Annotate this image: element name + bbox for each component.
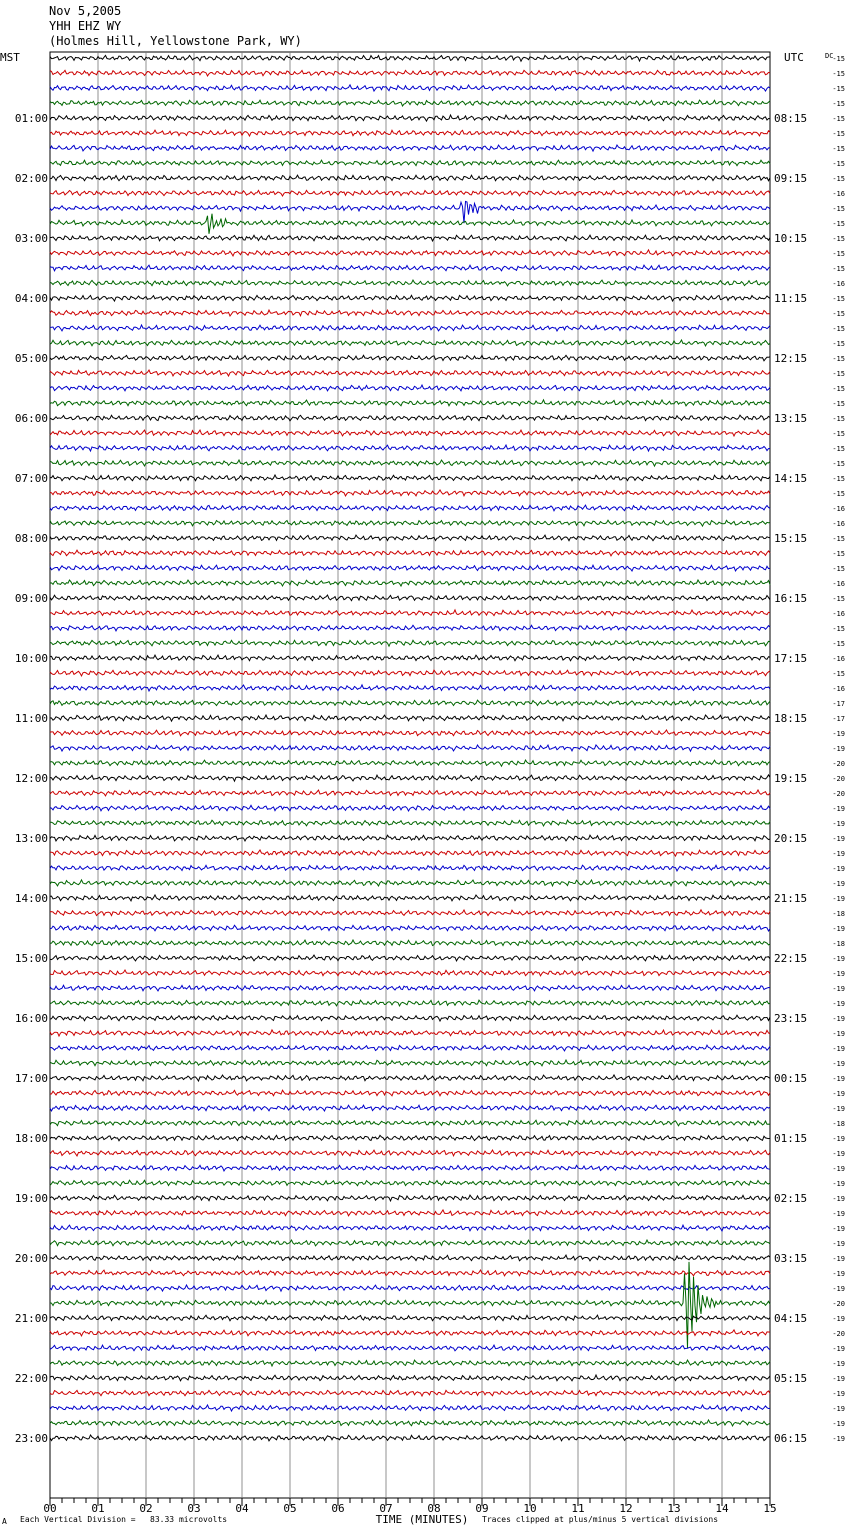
seismogram-trace	[50, 460, 770, 466]
seismogram-trace	[50, 475, 770, 481]
dc-offset-label: -15	[832, 100, 845, 108]
seismogram-traces	[50, 55, 770, 1441]
dc-offset-label: -19	[832, 1240, 845, 1248]
seismogram-trace	[50, 940, 770, 946]
dc-offset-label: -19	[832, 805, 845, 813]
x-tick-label: 15	[763, 1502, 777, 1515]
seismogram-trace	[50, 85, 770, 91]
mst-hour-label: 07:00	[14, 472, 48, 485]
seismogram-trace	[50, 1270, 770, 1276]
seismogram-trace	[50, 835, 770, 841]
mst-hour-label: 16:00	[14, 1012, 48, 1025]
dc-offset-label: -19	[832, 1360, 845, 1368]
utc-hour-label: 23:15	[774, 1012, 808, 1025]
dc-offset-label: -19	[832, 1030, 845, 1038]
seismogram-trace	[50, 595, 770, 601]
dc-offset-label: -19	[832, 745, 845, 753]
seismogram-trace	[50, 895, 770, 901]
utc-hour-label: 17:15	[774, 652, 808, 665]
mst-hour-label: 19:00	[14, 1192, 48, 1205]
seismogram-trace	[50, 865, 770, 871]
dc-label: DC	[825, 52, 834, 60]
seismogram-trace	[50, 55, 770, 61]
dc-offset-label: -15	[832, 595, 845, 603]
dc-offset-label: -19	[832, 1195, 845, 1203]
dc-offset-label: -19	[832, 820, 845, 828]
dc-offset-label: -17	[832, 700, 845, 708]
utc-hour-label: 11:15	[774, 292, 808, 305]
dc-offset-label: -19	[832, 1435, 845, 1443]
dc-offset-label: -15	[832, 625, 845, 633]
x-tick-label: 09	[475, 1502, 489, 1515]
mst-hour-label: 22:00	[14, 1372, 48, 1385]
seismogram-trace	[50, 1015, 770, 1021]
dc-offset-label: -20	[832, 790, 845, 798]
utc-hour-label: 14:15	[774, 472, 808, 485]
x-tick-label: 08	[427, 1502, 441, 1515]
mst-hour-label: 11:00	[14, 712, 48, 725]
seismogram-trace	[50, 1225, 770, 1231]
seismogram-trace	[50, 1135, 770, 1140]
dc-offset-label: -16	[832, 520, 845, 528]
dc-offset-label: -20	[832, 760, 845, 768]
dc-offset-label: -19	[832, 1090, 845, 1098]
seismogram-trace	[50, 625, 770, 631]
utc-hour-label: 05:15	[774, 1372, 808, 1385]
dc-offset-label: -19	[832, 1105, 845, 1113]
seismogram-trace	[50, 1210, 770, 1216]
dc-offset-label: -16	[832, 685, 845, 693]
utc-hour-label: 20:15	[774, 832, 808, 845]
dc-offset-label: -15	[832, 115, 845, 123]
dc-offset-label: -20	[832, 1330, 845, 1338]
dc-offset-label: -15	[832, 565, 845, 573]
seismogram-trace	[50, 985, 770, 991]
mst-hour-label: 01:00	[14, 112, 48, 125]
seismogram-trace	[50, 1180, 770, 1186]
seismogram-trace	[50, 1075, 770, 1081]
seismogram-trace	[50, 760, 770, 766]
mst-hour-label: 14:00	[14, 892, 48, 905]
dc-offset-label: -19	[832, 850, 845, 858]
seismogram-trace	[50, 685, 770, 691]
x-tick-label: 07	[379, 1502, 393, 1515]
utc-hour-label: 15:15	[774, 532, 808, 545]
dc-offset-label: -19	[832, 1390, 845, 1398]
scale-note: Each Vertical Division = 83.33 microvolts	[20, 1515, 228, 1524]
dc-offset-label: -19	[832, 1015, 845, 1023]
dc-offset-label: -15	[832, 55, 845, 63]
dc-offset-label: -15	[832, 160, 845, 168]
seismogram-trace	[50, 295, 770, 301]
dc-offset-label: -16	[832, 655, 845, 663]
dc-offset-label: -15	[832, 550, 845, 558]
x-tick-label: 12	[619, 1502, 633, 1515]
footer-mark: A	[2, 1517, 7, 1526]
dc-offset-label: -19	[832, 1225, 845, 1233]
seismogram-trace	[50, 790, 770, 796]
seismogram-trace	[50, 910, 770, 916]
mst-hour-label: 03:00	[14, 232, 48, 245]
mst-hour-label: 10:00	[14, 652, 48, 665]
seismogram-trace	[50, 430, 770, 436]
dc-offset-label: -19	[832, 1075, 845, 1083]
x-tick-label: 10	[523, 1502, 537, 1515]
seismogram-trace	[50, 1435, 770, 1441]
dc-offset-label: -19	[832, 955, 845, 963]
utc-hour-label: 08:15	[774, 112, 808, 125]
utc-hour-label: 06:15	[774, 1432, 808, 1445]
seismogram-trace	[50, 1390, 770, 1396]
dc-offset-label: -15	[832, 445, 845, 453]
dc-offset-label: -15	[832, 70, 845, 78]
x-tick-label: 13	[667, 1502, 681, 1515]
seismogram-trace	[50, 970, 770, 976]
x-tick-label: 03	[187, 1502, 201, 1515]
seismogram-trace	[50, 1150, 770, 1156]
utc-hour-label: 01:15	[774, 1132, 808, 1145]
dc-offset-label: -15	[832, 205, 845, 213]
seismogram-trace	[50, 655, 770, 661]
x-tick-label: 14	[715, 1502, 729, 1515]
header-location: (Holmes Hill, Yellowstone Park, WY)	[49, 34, 302, 48]
mst-hour-label: 20:00	[14, 1252, 48, 1265]
dc-offset-label: -16	[832, 280, 845, 288]
seismogram-trace	[50, 385, 770, 391]
mst-hour-label: 12:00	[14, 772, 48, 785]
seismogram-trace	[50, 201, 770, 223]
seismogram-trace	[50, 310, 770, 316]
dc-offset-label: -19	[832, 865, 845, 873]
utc-hour-label: 18:15	[774, 712, 808, 725]
dc-offset-label: -19	[832, 835, 845, 843]
seismogram-trace	[50, 340, 770, 346]
seismogram-trace	[50, 490, 770, 496]
dc-offset-label: -19	[832, 985, 845, 993]
seismogram-trace	[50, 1262, 770, 1348]
seismogram-trace	[50, 505, 770, 511]
seismogram-trace	[50, 880, 770, 886]
seismogram-trace	[50, 1285, 770, 1291]
dc-offset-label: -15	[832, 85, 845, 93]
seismogram-trace	[50, 730, 770, 736]
seismogram-trace	[50, 640, 770, 646]
utc-hour-label: 12:15	[774, 352, 808, 365]
seismogram-trace	[50, 925, 770, 931]
utc-hour-label: 02:15	[774, 1192, 808, 1205]
seismogram-trace	[50, 520, 770, 526]
dc-offset-label: -15	[832, 265, 845, 273]
dc-offset-label: -16	[832, 610, 845, 618]
seismogram-trace	[50, 445, 770, 451]
mst-hour-label: 13:00	[14, 832, 48, 845]
seismogram-trace	[50, 565, 770, 571]
seismogram-trace	[50, 175, 770, 181]
dc-offset-label: -15	[832, 400, 845, 408]
dc-offset-label: -15	[832, 325, 845, 333]
seismogram-trace	[50, 1045, 770, 1051]
seismogram-trace	[50, 70, 770, 76]
dc-offset-label: -19	[832, 1270, 845, 1278]
dc-offset-label: -19	[832, 1405, 845, 1413]
seismogram-trace	[50, 1315, 770, 1321]
dc-offset-label: -19	[832, 1180, 845, 1188]
x-tick-label: 04	[235, 1502, 249, 1515]
dc-offset-label: -15	[832, 475, 845, 483]
seismogram-trace	[50, 160, 770, 166]
mst-hour-label: 08:00	[14, 532, 48, 545]
dc-offset-label: -19	[832, 730, 845, 738]
seismogram-trace	[50, 355, 770, 360]
seismogram-trace	[50, 235, 770, 241]
dc-offset-label: -15	[832, 355, 845, 363]
clip-note: Traces clipped at plus/minus 5 vertical divisions	[482, 1515, 719, 1524]
dc-offset-label: -19	[832, 1150, 845, 1158]
dc-offset-label: -15	[832, 490, 845, 498]
dc-offset-label: -15	[832, 250, 845, 258]
dc-offset-label: -17	[832, 715, 845, 723]
seismogram-trace	[50, 250, 770, 256]
dc-offset-label: -18	[832, 940, 845, 948]
seismogram-trace	[50, 1420, 770, 1426]
dc-offset-label: -19	[832, 1135, 845, 1143]
dc-offset-label: -19	[832, 1165, 845, 1173]
utc-hour-label: 10:15	[774, 232, 808, 245]
seismogram-trace	[50, 370, 770, 376]
seismogram-trace	[50, 610, 770, 616]
dc-offset-label: -15	[832, 460, 845, 468]
utc-label: UTC	[784, 51, 804, 64]
seismogram-trace	[50, 115, 770, 121]
dc-offset-label: -19	[832, 1000, 845, 1008]
x-tick-label: 01	[91, 1502, 105, 1515]
dc-offset-label: -19	[832, 970, 845, 978]
mst-label: MST	[0, 51, 20, 64]
x-tick-label: 05	[283, 1502, 297, 1515]
seismogram-trace	[50, 580, 770, 586]
seismogram-trace	[50, 1030, 770, 1036]
dc-offset-label: -16	[832, 580, 845, 588]
seismogram-trace	[50, 700, 770, 706]
x-tick-label: 02	[139, 1502, 153, 1515]
x-tick-label: 06	[331, 1502, 345, 1515]
utc-hour-label: 04:15	[774, 1312, 808, 1325]
dc-offset-label: -15	[832, 235, 845, 243]
mst-hour-label: 04:00	[14, 292, 48, 305]
dc-offset-label: -15	[832, 310, 845, 318]
dc-offset-label: -18	[832, 1120, 845, 1128]
mst-hour-label: 15:00	[14, 952, 48, 965]
dc-offset-label: -15	[832, 385, 845, 393]
mst-hour-label: 09:00	[14, 592, 48, 605]
seismogram-trace	[50, 1255, 770, 1261]
seismogram-trace	[50, 400, 770, 406]
utc-hour-label: 21:15	[774, 892, 808, 905]
dc-offset-label: -19	[832, 1255, 845, 1263]
seismogram-trace	[50, 1240, 770, 1246]
dc-offset-label: -19	[832, 1345, 845, 1353]
x-axis-label: TIME (MINUTES)	[375, 1513, 469, 1526]
dc-offset-label: -19	[832, 895, 845, 903]
dc-offset-label: -19	[832, 1285, 845, 1293]
mst-hour-label: 21:00	[14, 1312, 48, 1325]
utc-hour-label: 13:15	[774, 412, 808, 425]
dc-offset-label: -15	[832, 370, 845, 378]
seismogram-trace	[50, 415, 770, 421]
dc-offset-label: -19	[832, 1375, 845, 1383]
seismogram-trace	[50, 130, 770, 136]
dc-offset-label: -19	[832, 1045, 845, 1053]
dc-offset-label: -16	[832, 505, 845, 513]
x-tick-label: 11	[571, 1502, 585, 1515]
dc-offset-label: -20	[832, 775, 845, 783]
utc-hour-label: 03:15	[774, 1252, 808, 1265]
mst-hour-label: 02:00	[14, 172, 48, 185]
seismogram-trace	[50, 715, 770, 721]
x-tick-label: 00	[43, 1502, 57, 1515]
seismogram-trace	[50, 1345, 770, 1351]
dc-offset-label: -19	[832, 925, 845, 933]
utc-hour-label: 16:15	[774, 592, 808, 605]
seismogram-trace	[50, 145, 770, 151]
seismogram-trace	[50, 1360, 770, 1366]
seismogram-trace	[50, 805, 770, 811]
dc-offset-label: -15	[832, 175, 845, 183]
dc-offset-label: -19	[832, 1210, 845, 1218]
seismogram-trace	[50, 775, 770, 781]
dc-offset-label: -15	[832, 145, 845, 153]
seismogram-trace	[50, 1195, 770, 1201]
seismogram-trace	[50, 670, 770, 676]
seismogram-trace	[50, 325, 770, 331]
seismogram-trace	[50, 1090, 770, 1096]
seismogram-trace	[50, 280, 770, 286]
seismogram-trace	[50, 535, 770, 541]
dc-offset-label: -18	[832, 910, 845, 918]
mst-hour-label: 17:00	[14, 1072, 48, 1085]
seismogram-trace	[50, 820, 770, 826]
header-station: YHH EHZ WY	[49, 19, 122, 33]
dc-offset-label: -15	[832, 430, 845, 438]
mst-hour-label: 18:00	[14, 1132, 48, 1145]
dc-offset-label: -19	[832, 1315, 845, 1323]
seismogram-trace	[50, 1405, 770, 1411]
dc-offset-label: -16	[832, 190, 845, 198]
dc-offset-label: -15	[832, 640, 845, 648]
dc-offset-label: -15	[832, 340, 845, 348]
seismogram-trace	[50, 100, 770, 106]
seismogram-trace	[50, 265, 770, 271]
dc-offset-label: -15	[832, 130, 845, 138]
seismogram-trace	[50, 745, 770, 751]
seismogram-trace	[50, 190, 770, 196]
seismogram-trace	[50, 1165, 770, 1171]
dc-offset-label: -19	[832, 880, 845, 888]
dc-offset-label: -15	[832, 670, 845, 678]
utc-hour-label: 19:15	[774, 772, 808, 785]
dc-offset-label: -15	[832, 220, 845, 228]
mst-hour-label: 23:00	[14, 1432, 48, 1445]
seismogram-trace	[50, 850, 770, 856]
seismogram-trace	[50, 1120, 770, 1125]
dc-offset-label: -15	[832, 415, 845, 423]
seismogram-trace	[50, 1375, 770, 1381]
seismogram-trace	[50, 955, 770, 961]
utc-hour-label: 09:15	[774, 172, 808, 185]
dc-offset-label: -15	[832, 295, 845, 303]
seismogram-trace	[50, 1060, 770, 1066]
dc-offset-label: -19	[832, 1060, 845, 1068]
seismogram-trace	[50, 1000, 770, 1006]
mst-hour-label: 06:00	[14, 412, 48, 425]
seismogram-trace	[50, 550, 770, 556]
utc-hour-label: 00:15	[774, 1072, 808, 1085]
header-date: Nov 5,2005	[49, 4, 122, 18]
utc-hour-label: 22:15	[774, 952, 808, 965]
dc-offset-label: -20	[832, 1300, 845, 1308]
dc-offset-label: -15	[832, 535, 845, 543]
mst-hour-label: 05:00	[14, 352, 48, 365]
seismogram-trace	[50, 1105, 770, 1111]
seismogram-trace	[50, 1330, 770, 1336]
dc-offset-label: -19	[832, 1420, 845, 1428]
seismogram-trace	[50, 214, 770, 234]
